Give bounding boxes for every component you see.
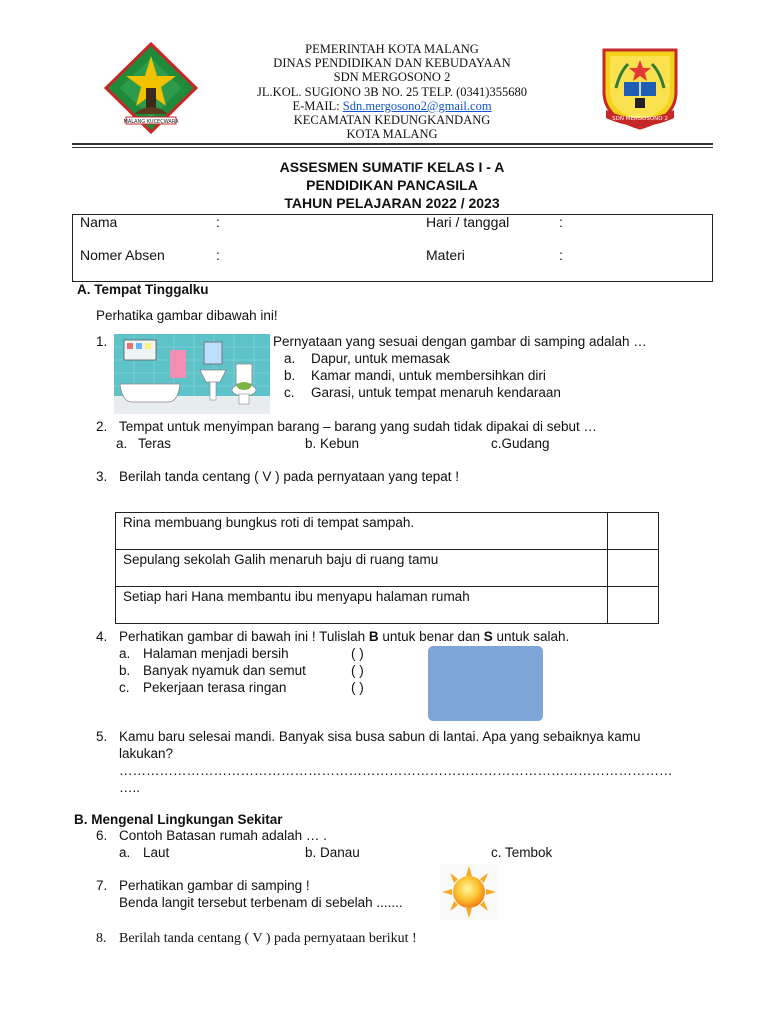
- section-b-heading: B. Mengenal Lingkungan Sekitar: [74, 812, 283, 827]
- logo-left-caption: MALANG KUCEÇWARA: [123, 119, 179, 125]
- letterhead-line: KECAMATAN KEDUNGKANDANG: [293, 113, 491, 128]
- q4-letter-b: B: [368, 629, 379, 644]
- q6-option-a-letter: a.: [119, 845, 131, 860]
- q7-question-line1: Perhatikan gambar di samping !: [119, 878, 310, 893]
- section-a-heading: A. Tempat Tinggalku: [77, 282, 209, 297]
- q2-option-b: b. Kebun: [305, 436, 360, 451]
- q5-question-line2: lakukan?: [119, 746, 174, 761]
- email-label: E-MAIL:: [292, 98, 343, 113]
- email-link[interactable]: Sdn.mergosono2@gmail.com: [342, 98, 492, 113]
- q4-option-a-letter: a.: [119, 646, 131, 661]
- exam-year: TAHUN PELAJARAN 2022 / 2023: [284, 195, 500, 211]
- statement-cell: Rina membuang bungkus roti di tempat sampah.: [116, 513, 608, 550]
- q4-answer-a[interactable]: ( ): [351, 646, 364, 661]
- absent-colon: :: [216, 247, 220, 263]
- exam-title: ASSESMEN SUMATIF KELAS I - A: [279, 159, 505, 175]
- bathroom-illustration: [114, 334, 270, 414]
- section-a-intro: Perhatika gambar dibawah ini!: [96, 308, 278, 323]
- letterhead-line: DINAS PENDIDIKAN DAN KEBUDAYAAN: [273, 56, 511, 71]
- q3-checklist-table: [115, 512, 659, 624]
- q6-option-c: c. Tembok: [491, 845, 553, 860]
- letterhead-email-line: [200, 99, 584, 113]
- malang-city-logo: [104, 42, 198, 134]
- check-cell[interactable]: [608, 550, 659, 587]
- name-label: Nama: [80, 214, 118, 230]
- q8-question: Berilah tanda centang ( V ) pada pernyataan berikut !: [119, 931, 417, 946]
- q4-question: [119, 629, 569, 644]
- material-colon: :: [559, 247, 563, 263]
- q1-option-c-letter: c.: [284, 385, 295, 400]
- q4-text-post: untuk salah.: [492, 629, 570, 644]
- q4-number: 4.: [96, 629, 108, 644]
- q4-option-c-letter: c.: [119, 680, 130, 695]
- letterhead: [200, 42, 584, 141]
- date-label: Hari / tanggal: [426, 214, 510, 230]
- q4-option-c: Pekerjaan terasa ringan: [143, 680, 287, 695]
- q3-number: 3.: [96, 469, 108, 484]
- statement-cell: Sepulang sekolah Galih menaruh baju di ruang tamu: [116, 550, 608, 587]
- q4-option-b: Banyak nyamuk dan semut: [143, 663, 306, 678]
- table-row: [116, 550, 659, 587]
- letterhead-line: SDN MERGOSONO 2: [333, 70, 451, 85]
- q4-text-pre: Perhatikan gambar di bawah ini ! Tulislah: [119, 629, 369, 644]
- letterhead-line: PEMERINTAH KOTA MALANG: [305, 42, 479, 56]
- letterhead-line: KOTA MALANG: [346, 127, 438, 142]
- q6-number: 6.: [96, 828, 108, 843]
- q5-number: 5.: [96, 729, 108, 744]
- q1-option-b-letter: b.: [284, 368, 296, 383]
- q1-option-c: Garasi, untuk tempat menaruh kendaraan: [311, 385, 561, 400]
- q1-number: 1.: [96, 334, 108, 349]
- q2-option-a-letter: a.: [116, 436, 128, 451]
- table-row: [116, 513, 659, 550]
- q2-option-a: Teras: [138, 436, 172, 451]
- logo-right-caption: SDN MERGOSONO 2: [612, 116, 668, 122]
- letterhead-rule: [72, 143, 713, 145]
- q1-option-a: Dapur, untuk memasak: [311, 351, 450, 366]
- name-colon: :: [216, 214, 220, 230]
- q7-number: 7.: [96, 878, 108, 893]
- q5-answer-line[interactable]: ……………………………………………………………………………………………………………: [119, 763, 673, 778]
- q5-answer-line-end: …..: [119, 780, 141, 795]
- letterhead-rule-thin: [72, 147, 713, 148]
- identity-box: [72, 214, 713, 282]
- school-logo: [598, 42, 682, 132]
- check-cell[interactable]: [608, 513, 659, 550]
- absent-number-label: Nomer Absen: [80, 247, 165, 263]
- q2-question: Tempat untuk menyimpan barang – barang yang sudah tidak dipakai di sebut …: [119, 419, 598, 434]
- q4-option-a: Halaman menjadi bersih: [143, 646, 289, 661]
- q6-option-a: Laut: [143, 845, 170, 860]
- q1-option-a-letter: a.: [284, 351, 296, 366]
- q4-option-b-letter: b.: [119, 663, 131, 678]
- q4-answer-c[interactable]: ( ): [351, 680, 364, 695]
- q6-option-b: b. Danau: [305, 845, 360, 860]
- letterhead-line: JL.KOL. SUGIONO 3B NO. 25 TELP. (0341)355680: [257, 84, 527, 99]
- q5-question-line1: Kamu baru selesai mandi. Banyak sisa busa sabun di lantai. Apa yang sebaiknya kamu: [119, 729, 641, 744]
- statement-cell: Setiap hari Hana membantu ibu menyapu halaman rumah: [116, 587, 608, 624]
- material-label: Materi: [426, 247, 465, 263]
- q3-question: Berilah tanda centang ( V ) pada pernyataan yang tepat !: [119, 469, 459, 484]
- q2-option-c: c.Gudang: [491, 436, 550, 451]
- q4-answer-b[interactable]: ( ): [351, 663, 364, 678]
- check-cell[interactable]: [608, 587, 659, 624]
- table-row: [116, 587, 659, 624]
- q4-image-placeholder: [428, 646, 543, 721]
- q4-text-mid: untuk benar dan: [378, 629, 484, 644]
- q6-question: Contoh Batasan rumah adalah … .: [119, 828, 327, 843]
- date-colon: :: [559, 214, 563, 230]
- sun-icon: [440, 864, 498, 920]
- q2-number: 2.: [96, 419, 108, 434]
- q7-question-line2: Benda langit tersebut terbenam di sebelah .......: [119, 895, 403, 910]
- q8-number: 8.: [96, 931, 107, 946]
- q1-question: Pernyataan yang sesuai dengan gambar di samping adalah …: [273, 334, 647, 349]
- exam-subject: PENDIDIKAN PANCASILA: [306, 177, 478, 193]
- q1-option-b: Kamar mandi, untuk membersihkan diri: [311, 368, 546, 383]
- q4-letter-s: S: [483, 629, 493, 644]
